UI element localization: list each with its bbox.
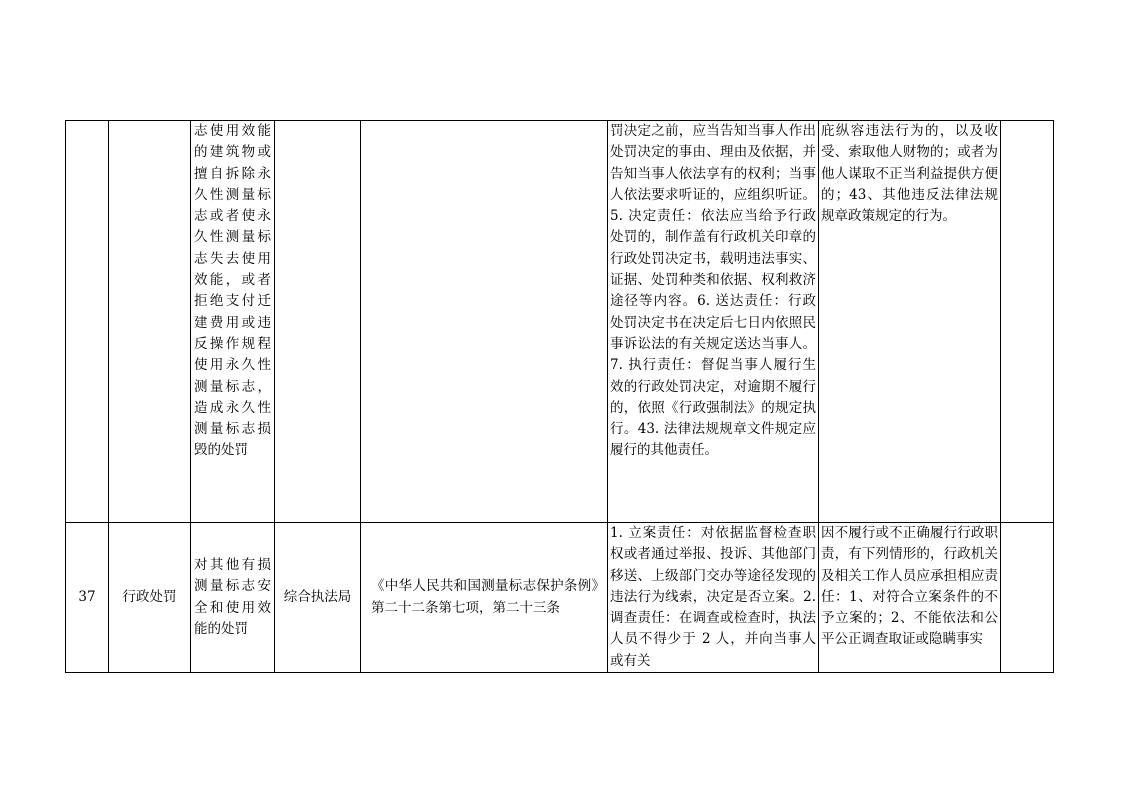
accountability-cell: 庇纵容违法行为的，以及收受、索取他人财物的；或者为他人谋取不正当利益提供方便的；43、其他违反法律法规规章政策规定的行为。 (819, 121, 1001, 523)
legal-basis-cell: 《中华人民共和国测量标志保护条例》第二十二条第七项，第二十三条 (361, 523, 608, 673)
row-number-cell (66, 121, 109, 523)
power-item-cell: 志使用效能的建筑物或擅自拆除永久性测量标志或者使永久性测量标志失去使用效能，或者拒绝支付迁建费用或违反操作规程使用永久性测量标志，造成永久性测量标志损毁的处罚 (191, 121, 275, 523)
department-cell: 综合执法局 (275, 523, 361, 673)
responsibility-cell: 罚决定之前，应当告知当事人作出处罚决定的事由、理由及依据，并告知当事人依法享有的权利；当事人依法要求听证的，应组织听证。5. 决定责任：依法应当给予行政处罚的，制作盖有行政机关印章的行政处罚决定书，载明违法事实、证据、处罚种类和依据、权利救济途径等内容。6. 送达责任：行政处罚决定书在决定后七日内依照民事诉讼法的有关规定送达当事人。7. 执行责任：督促当事人履行生效的行政处罚决定，对逾期不履行的，依照《行政强制法》的规定执行。43. 法律法规规章文件规定应履行的其他责任。 (608, 121, 819, 523)
power-item-cell: 对其他有损测量标志安全和使用效能的处罚 (191, 523, 275, 673)
power-type-cell (109, 121, 191, 523)
responsibility-cell: 1. 立案责任：对依据监督检查职权或者通过举报、投诉、其他部门移送、上级部门交办等途径发现的违法行为线索，决定是否立案。2. 调查责任：在调查或检查时，执法人员不得少于 2 人，并向当事人或有关 (608, 523, 819, 673)
power-type-cell: 行政处罚 (109, 523, 191, 673)
row-number-cell: 37 (66, 523, 109, 673)
table-row (66, 121, 1054, 523)
remark-cell (1001, 523, 1054, 673)
legal-basis-cell (361, 121, 608, 523)
responsibility-table (65, 120, 1054, 673)
remark-cell (1001, 121, 1054, 523)
table-row (66, 523, 1054, 673)
department-cell (275, 121, 361, 523)
accountability-cell: 因不履行或不正确履行行政职责，有下列情形的，行政机关及相关工作人员应承担相应责任：1、对符合立案条件的不予立案的；2、不能依法和公平公正调查取证或隐瞒事实 (819, 523, 1001, 673)
